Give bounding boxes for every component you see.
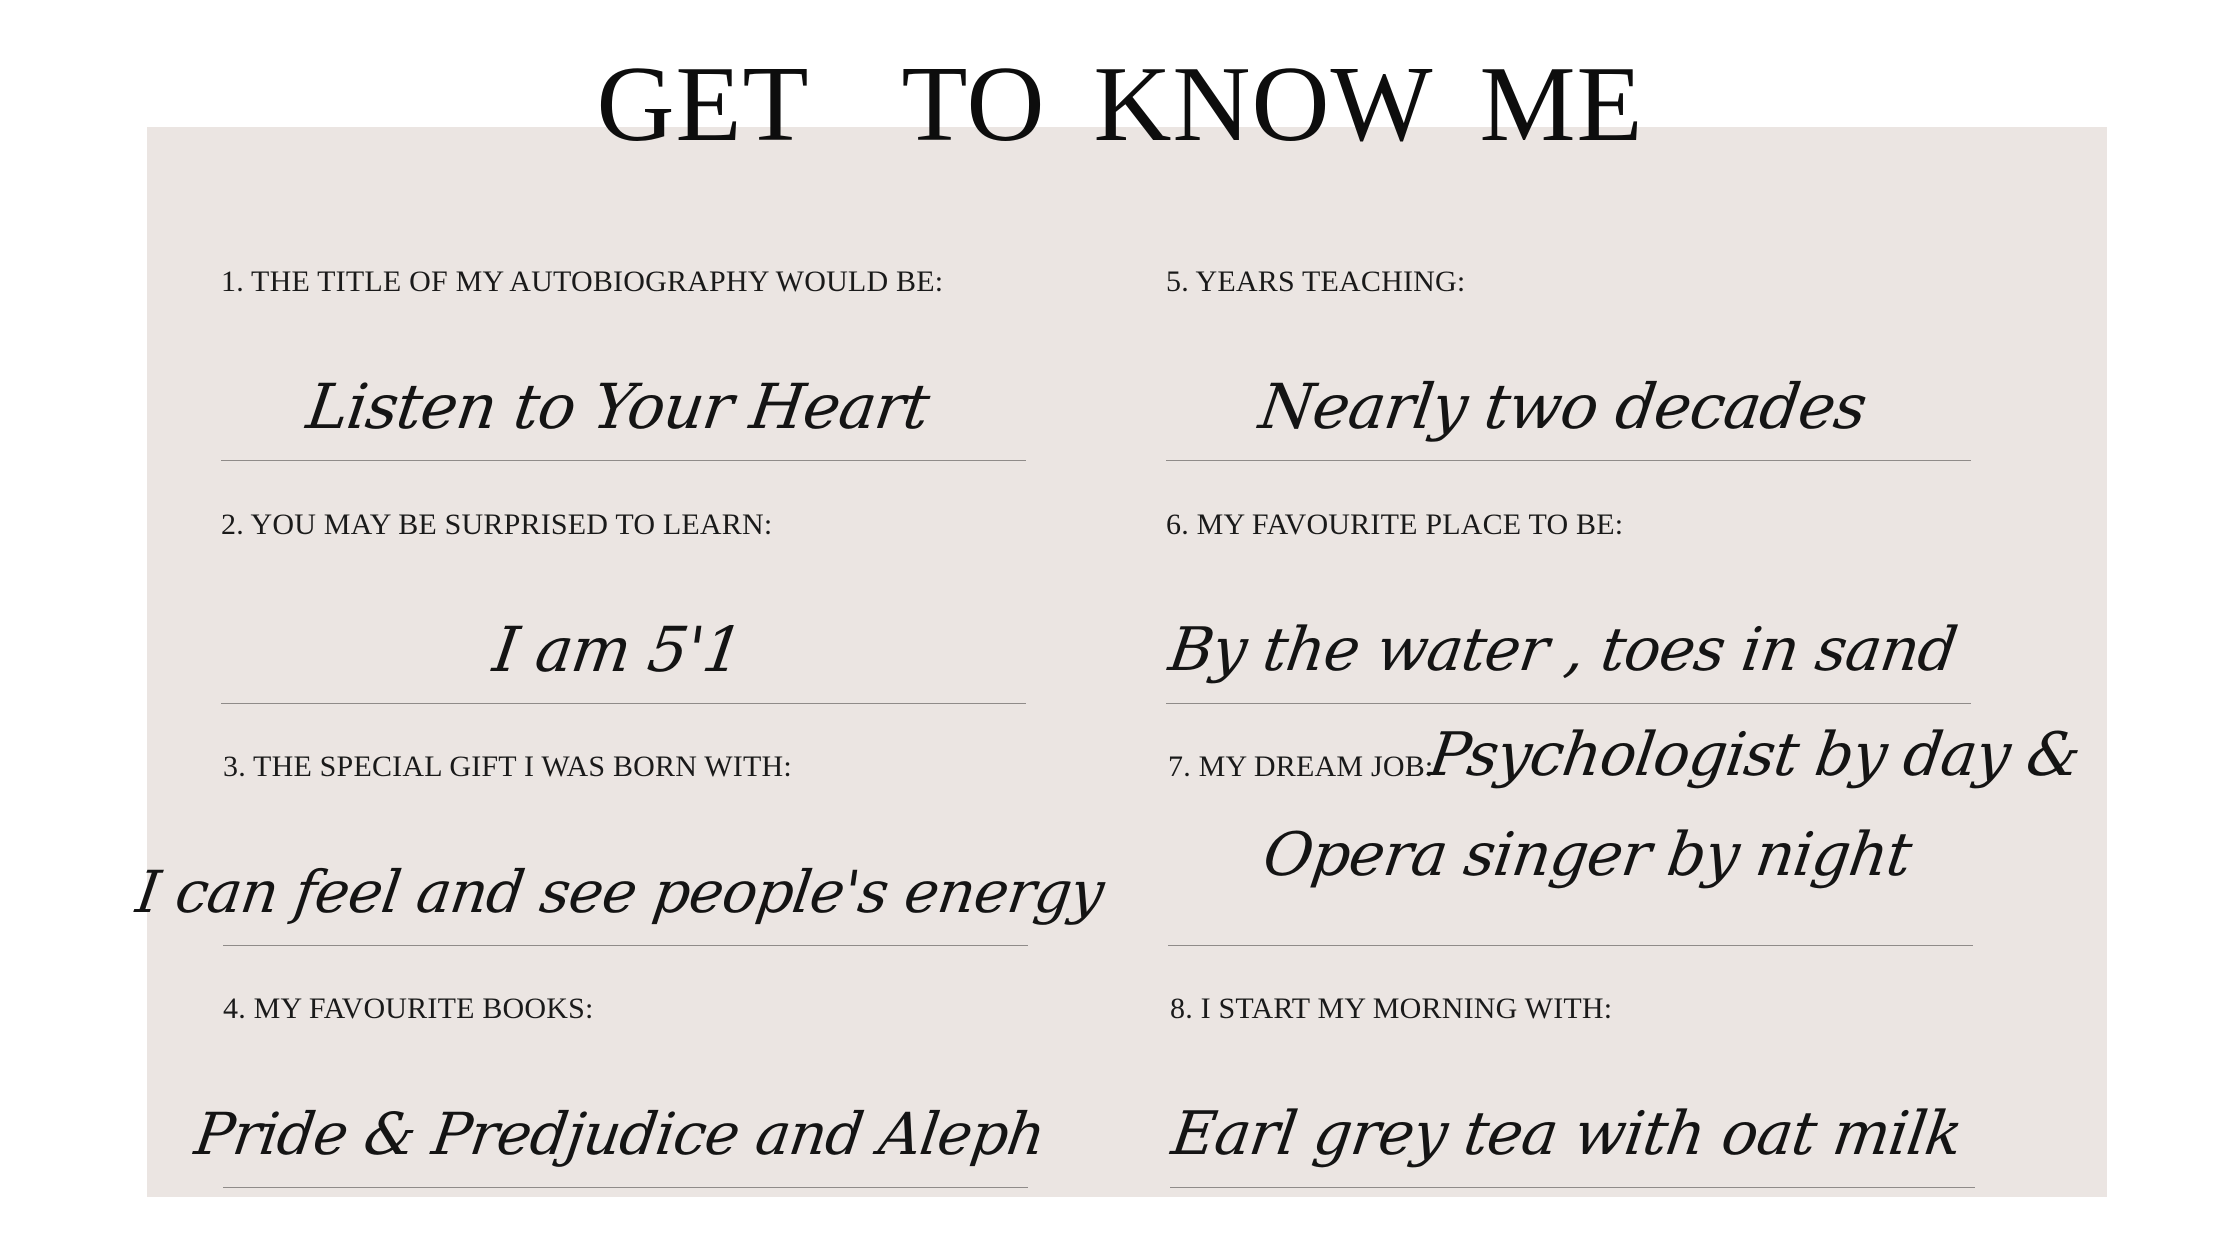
question-label: 1. THE TITLE OF MY AUTOBIOGRAPHY WOULD BE:: [221, 265, 944, 298]
question-answer-line-1: Psychologist by day &: [1425, 720, 2085, 790]
question-label: 5. YEARS TEACHING:: [1166, 265, 1466, 298]
page-title: GET TO KNOW ME: [596, 45, 1644, 164]
question-answer: I can feel and see people's energy: [132, 858, 1108, 926]
question-6: [1166, 507, 1966, 727]
question-4: [190, 991, 1049, 1211]
question-label: 3. THE SPECIAL GIFT I WAS BORN WITH:: [223, 750, 792, 783]
question-7: [1168, 720, 2085, 969]
question-5: [1166, 264, 1966, 484]
answer-underline: [1166, 703, 1971, 704]
answer-underline: [1168, 945, 1973, 946]
answer-underline: [1170, 1187, 1975, 1188]
question-1: [221, 264, 1021, 484]
answer-underline: [221, 460, 1026, 461]
question-3: [132, 749, 1108, 969]
question-2: [221, 507, 1021, 727]
answer-underline: [223, 1187, 1028, 1188]
question-label: 7. MY DREAM JOB:: [1168, 750, 1434, 783]
question-answer: By the water , toes in sand: [1164, 615, 1961, 685]
answer-underline: [223, 945, 1028, 946]
question-answer: Nearly two decades: [1255, 370, 1871, 443]
question-answer: I am 5'1: [488, 613, 747, 686]
answer-underline: [1166, 460, 1971, 461]
question-8: [1167, 991, 1970, 1211]
question-answer: Pride & Predjudice and Aleph: [190, 1100, 1049, 1168]
question-answer: Earl grey tea with oat milk: [1167, 1099, 1966, 1169]
question-answer-line-2: Opera singer by night: [1259, 820, 1916, 890]
answer-underline: [221, 703, 1026, 704]
question-label: 8. I START MY MORNING WITH:: [1170, 992, 1613, 1025]
question-label: 6. MY FAVOURITE PLACE TO BE:: [1166, 508, 1624, 541]
question-label: 2. YOU MAY BE SURPRISED TO LEARN:: [221, 508, 773, 541]
question-answer: Listen to Your Heart: [302, 370, 934, 443]
question-label: 4. MY FAVOURITE BOOKS:: [223, 992, 594, 1025]
